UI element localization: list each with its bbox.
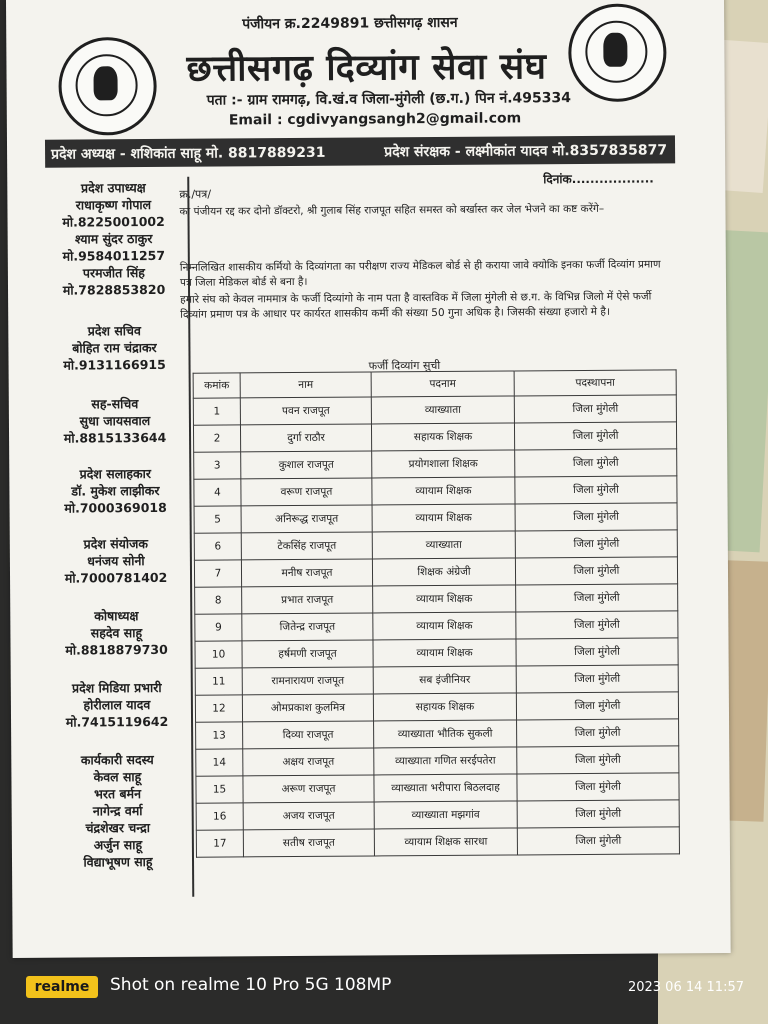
cell-posting: जिला मुंगेली — [516, 611, 678, 639]
cell-designation: व्यायाम शिक्षक — [372, 504, 515, 532]
col-header-posting: पदस्थापना — [514, 370, 676, 396]
patron: प्रदेश संरक्षक - लक्ष्मीकांत यादव मो.8357835877 — [384, 142, 668, 161]
sidebar-role: प्रदेश सलाहकार — [79, 465, 152, 482]
sidebar-role: सह-सचिव — [91, 396, 139, 412]
sidebar-group-media — [47, 679, 187, 731]
sidebar-role: कार्यकारी सदस्य — [80, 751, 154, 768]
cell-name: पवन राजपूत — [240, 397, 371, 425]
registration-number: पंजीयन क्र.2249891 छत्तीसगढ़ शासन — [242, 14, 458, 33]
cell-posting: जिला मुंगेली — [517, 746, 679, 774]
cell-serial: 15 — [196, 776, 243, 803]
sidebar-line: होरीलाल यादव — [83, 697, 151, 713]
table-title: फर्जी दिव्यांग सुची — [368, 358, 441, 373]
cell-serial: 6 — [194, 533, 241, 560]
cell-serial: 2 — [193, 425, 240, 452]
col-header-serial: कमांक — [193, 373, 240, 398]
cell-designation: व्याख्याता — [371, 396, 514, 424]
date-field: दिनांक.................. — [543, 171, 654, 187]
cell-posting: जिला मुंगेली — [517, 719, 679, 747]
cell-name: अक्षय राजपूत — [243, 748, 374, 776]
cell-designation: व्यायाम शिक्षक — [372, 477, 515, 505]
cell-posting: जिला मुंगेली — [517, 800, 679, 828]
table-row — [195, 692, 678, 722]
cell-designation: शिक्षक अंग्रेजी — [372, 558, 515, 586]
sidebar-line: मो.8225001002 — [62, 213, 165, 230]
sidebar-group-executive — [47, 751, 188, 871]
sidebar-line: अर्जुन साहू — [93, 837, 143, 853]
sidebar-line: बोहित राम चंद्राकर — [72, 339, 157, 356]
office-bearers-sidebar — [43, 177, 194, 898]
email: Email : cgdivyangsangh2@gmail.com — [228, 110, 522, 129]
cell-name: दुर्गा राठौर — [240, 424, 371, 452]
cell-posting: जिला मुंगेली — [515, 449, 677, 477]
sidebar-role: प्रदेश सचिव — [87, 323, 141, 339]
table-row — [195, 611, 678, 641]
sidebar-line: सुधा जायसवाल — [79, 413, 151, 429]
body-paragraph: का पंजीयन रद्द कर दोनो डॉक्टरो, श्री गुलाब सिंह राजपूत सहित समस्त को बर्खास्त कर जेल भेजने का कष्ट करेंगे– — [179, 202, 605, 218]
org-seal-right — [568, 3, 667, 102]
org-seal-left — [58, 37, 157, 136]
sidebar-group-treasurer — [46, 607, 186, 659]
col-header-designation: पदनाम — [371, 371, 514, 397]
sidebar-role: प्रदेश संयोजक — [83, 536, 149, 552]
sidebar-line: डॉ. मुकेश लाझीकर — [71, 482, 160, 499]
cell-posting: जिला मुंगेली — [514, 395, 676, 423]
sidebar-line: परमजीत सिंह — [82, 265, 145, 281]
cell-serial: 9 — [195, 614, 242, 641]
cell-name: ओमप्रकाश कुलमित्र — [242, 694, 373, 722]
sidebar-line: मो.7000781402 — [64, 569, 168, 586]
president: प्रदेश अध्यक्ष - शशिकांत साहू मो. 8817889231 — [51, 144, 326, 163]
sidebar-group-advisor — [45, 465, 185, 517]
cell-designation: व्याख्याता भरीपारा बिठलदाह — [374, 774, 517, 802]
reference-number: क्र./पत्र/ — [179, 187, 212, 201]
cell-serial: 8 — [195, 587, 242, 614]
cell-posting: जिला मुंगेली — [517, 827, 679, 855]
cell-serial: 10 — [195, 641, 242, 668]
table-row — [196, 800, 679, 830]
sidebar-line: श्याम सुंदर ठाकुर — [74, 230, 153, 247]
col-header-name: नाम — [240, 372, 371, 398]
sidebar-group-vice-president — [43, 179, 184, 299]
cell-designation: सहायक शिक्षक — [371, 423, 514, 451]
sidebar-line: मो.7000369018 — [64, 499, 167, 516]
address: पता :- ग्राम रामगढ़, वि.खं.व जिला-मुंगेली (छ.ग.) पिन नं.495334 — [206, 90, 572, 109]
table-row — [194, 557, 677, 587]
camera-watermark: Shot on realme 10 Pro 5G 108MP — [110, 975, 392, 995]
cell-serial: 7 — [194, 560, 241, 587]
cell-designation: व्यायाम शिक्षक सारधा — [374, 828, 517, 856]
cell-serial: 14 — [196, 749, 243, 776]
table-row — [196, 773, 679, 803]
cell-name: मनीष राजपूत — [241, 559, 372, 587]
table-row — [195, 584, 678, 614]
cell-designation: व्याख्याता — [372, 531, 515, 559]
photo-timestamp: 2023 06 14 11:57 — [627, 980, 744, 995]
cell-name: वरूण राजपूत — [241, 478, 372, 506]
sidebar-line: नागेन्द्र वर्मा — [92, 803, 143, 819]
table-header-row — [193, 370, 676, 398]
cell-posting: जिला मुंगेली — [515, 503, 677, 531]
cell-designation: सब इंजीनियर — [373, 666, 516, 694]
cell-posting: जिला मुंगेली — [515, 476, 677, 504]
body-paragraph: हमारे संघ को केवल नाममात्र के फर्जी दिव्यांगो के नाम पता है वास्तविक में जिला मुंगेली से छ.ग. के विभिन्न जिलो में ऐसे फर्जी दिव्यांग प्रमाण पत्र के आधार पर कार्यरत शासकीय कर्मी की संख्या 50 गुना अधिक है। जिसकी संख्या हजारो मे है। — [180, 290, 652, 321]
cell-serial: 12 — [195, 695, 242, 722]
sidebar-group-convener — [46, 535, 186, 587]
sidebar-line: मो.9584011257 — [62, 247, 166, 264]
sidebar-line: केवल साहू — [93, 769, 142, 785]
sidebar-group-joint-secretary — [45, 395, 185, 447]
table-row — [195, 665, 678, 695]
cell-posting: जिला मुंगेली — [515, 530, 677, 558]
table-row — [196, 746, 679, 776]
cell-name: टेकसिंह राजपूत — [241, 532, 372, 560]
cell-designation: व्याख्याता गणित सरईपतेरा — [374, 747, 517, 775]
officers-bar — [45, 135, 675, 167]
sidebar-line: चंद्रशेखर चन्द्रा — [85, 820, 151, 836]
organization-name: छत्तीसगढ़ दिव्यांग सेवा संघ — [186, 46, 547, 90]
sidebar-role: प्रदेश मिडिया प्रभारी — [71, 679, 162, 696]
sidebar-line: भरत बर्मन — [94, 786, 142, 802]
cell-designation: व्यायाम शिक्षक — [373, 639, 516, 667]
cell-designation: व्यायाम शिक्षक — [373, 585, 516, 613]
sidebar-role: कोषाध्यक्ष — [94, 608, 139, 624]
cell-posting: जिला मुंगेली — [516, 692, 678, 720]
cell-posting: जिला मुंगेली — [514, 422, 676, 450]
cell-name: अरूण राजपूत — [243, 775, 374, 803]
cell-name: कुशाल राजपूत — [241, 451, 372, 479]
cell-posting: जिला मुंगेली — [517, 773, 679, 801]
sidebar-line: मो.7415119642 — [65, 713, 169, 730]
camera-brand-logo: realme — [26, 976, 98, 998]
sidebar-line: सहदेव साहू — [90, 625, 143, 641]
letter-document — [6, 0, 731, 958]
cell-serial: 13 — [196, 722, 243, 749]
cell-designation: व्याख्याता मझगांव — [374, 801, 517, 829]
sidebar-line: मो.8815133644 — [63, 429, 167, 446]
cell-posting: जिला मुंगेली — [516, 638, 678, 666]
cell-name: दिव्या राजपूत — [243, 721, 374, 749]
sidebar-line: विद्याभूषण साहू — [83, 853, 153, 870]
table-row — [194, 476, 677, 506]
cell-name: अनिरूद्ध राजपूत — [241, 505, 372, 533]
sidebar-group-secretary — [44, 322, 184, 374]
sidebar-line: मो.9131166915 — [63, 356, 166, 373]
cell-name: प्रभात राजपूत — [242, 586, 373, 614]
cell-posting: जिला मुंगेली — [515, 557, 677, 585]
table-row — [193, 395, 676, 425]
cell-posting: जिला मुंगेली — [516, 665, 678, 693]
cell-serial: 4 — [194, 479, 241, 506]
cell-name: अजय राजपूत — [243, 802, 374, 830]
body-paragraph: निम्नलिखित शासकीय कर्मियो के दिव्यांगता का परीक्षण राज्य मेडिकल बोर्ड से ही कराया जावे क्योकि इनका फर्जी दिव्यांग प्रमाण पत्र जिला मेडिकल बोर्ड से बना है। — [179, 258, 661, 289]
fake-disability-list-table — [193, 369, 680, 857]
sidebar-line: राधाकृष्ण गोपाल — [75, 196, 152, 213]
cell-name: जितेन्द्र राजपूत — [242, 613, 373, 641]
cell-designation: व्याख्याता भौतिक सुकली — [374, 720, 517, 748]
cell-serial: 11 — [195, 668, 242, 695]
cell-name: हर्षमणी राजपूत — [242, 640, 373, 668]
table-row — [194, 449, 677, 479]
sidebar-role: प्रदेश उपाध्यक्ष — [80, 180, 146, 196]
table-row — [193, 422, 676, 452]
sidebar-line: मो.7828853820 — [62, 281, 166, 298]
table-row — [196, 827, 679, 857]
cell-serial: 1 — [193, 398, 240, 425]
table-row — [194, 503, 677, 533]
table-row — [194, 530, 677, 560]
cell-designation: प्रयोगशाला शिक्षक — [372, 450, 515, 478]
cell-serial: 3 — [194, 452, 241, 479]
sidebar-line: मो.8818879730 — [65, 641, 168, 658]
table-row — [195, 638, 678, 668]
cell-designation: सहायक शिक्षक — [373, 693, 516, 721]
cell-name: सतीष राजपूत — [243, 829, 374, 857]
cell-posting: जिला मुंगेली — [516, 584, 678, 612]
cell-name: रामनारायण राजपूत — [242, 667, 373, 695]
sidebar-line: धनंजय सोनी — [87, 553, 145, 569]
cell-serial: 16 — [196, 803, 243, 830]
cell-serial: 5 — [194, 506, 241, 533]
table-row — [196, 719, 679, 749]
cell-serial: 17 — [196, 830, 243, 857]
cell-designation: व्यायाम शिक्षक — [373, 612, 516, 640]
